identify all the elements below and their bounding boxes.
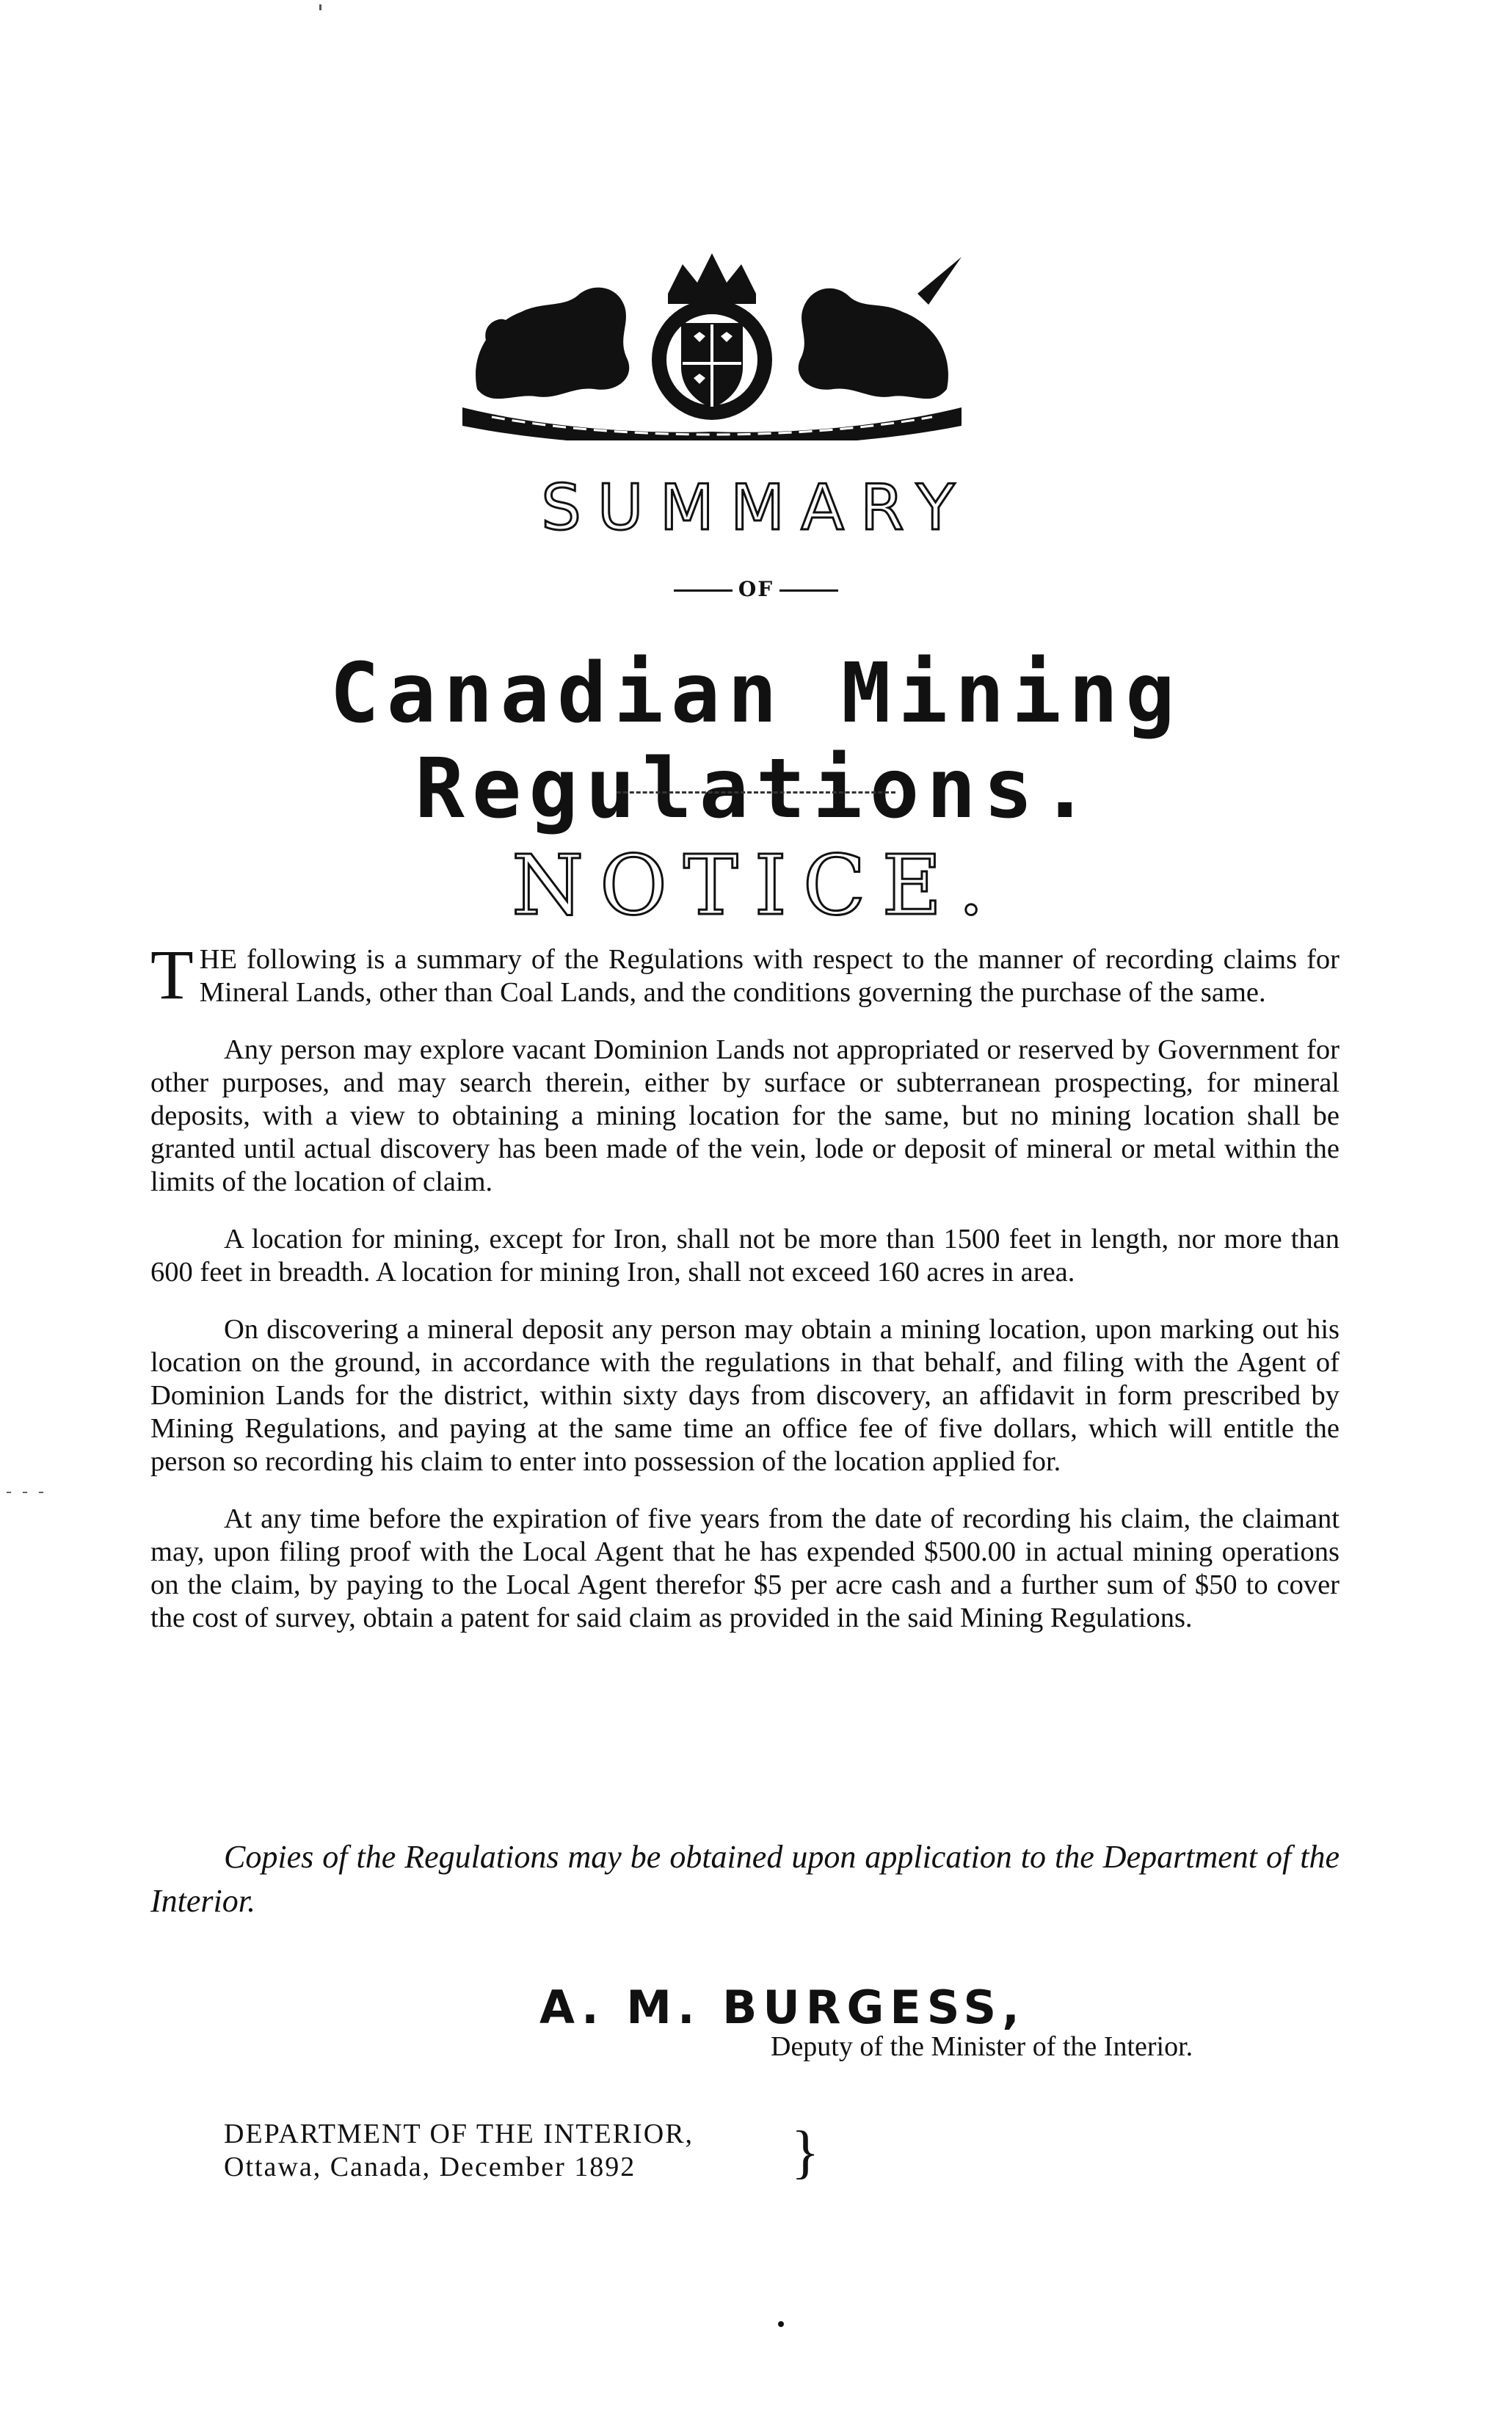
summary-heading: SUMMARY xyxy=(541,471,971,545)
of-dash-left xyxy=(674,589,733,592)
signer-name: A. M. BURGESS, xyxy=(539,1981,1025,2034)
document-title: Canadian Mining Regulations. xyxy=(330,646,1182,837)
paragraph-intro xyxy=(150,935,1340,1014)
department-address xyxy=(224,2118,694,2184)
address-brace: } xyxy=(791,2120,820,2185)
of-dash-right xyxy=(779,589,838,592)
title-divider xyxy=(617,791,895,794)
stray-dot xyxy=(778,2321,784,2327)
paragraph-exploration: Any person may explore vacant Dominion Lands not appropriated or reserved by Government for other purposes, and may search therein, either by surface or subterranean prospecting, for mineral deposits, with a view to obtaining a mining location for the same, but no mining location shall be granted until actual discovery has been made of the vein, lode or deposit of mineral or metal within the limits of the location of claim. xyxy=(150,1034,1340,1197)
notice-heading: NOTICE. xyxy=(512,838,1000,934)
paragraph-recording: On discovering a mineral deposit any person may obtain a mining location, upon marking out his location on the ground, in accordance with the regulations in that behalf, and filing with the Agent of Dominion Lands for the district, within sixty days from discovery, an affidavit in form prescribed by Mining Regulations, and paying at the same time an office fee of five dollars, which will entitle the person so recording his claim to enter into possession of the location applied for. xyxy=(150,1314,1340,1477)
date-line: Ottawa, Canada, December 1892 xyxy=(224,2152,636,2182)
margin-mark: - - - xyxy=(6,1482,47,1501)
paragraph-intro-text: HE following is a summary of the Regulations with respect to the manner of recording claims for Mineral Lands, other than Coal Lands, and the conditions governing the purchase of the same. xyxy=(199,944,1340,1008)
of-line xyxy=(0,577,1512,601)
department-line: DEPARTMENT OF THE INTERIOR, xyxy=(224,2119,694,2149)
drop-cap: T xyxy=(150,935,194,1014)
regulations-body xyxy=(150,935,1340,1659)
paragraph-location-size: A location for mining, except for Iron, shall not be more than 1500 feet in length, nor more than 600 feet in breadth. A location for mining Iron, shall not exceed 160 acres in area. xyxy=(150,1224,1340,1288)
royal-coat-of-arms-icon xyxy=(448,242,976,440)
copies-note: Copies of the Regulations may be obtained upon application to the Department of the Interior. xyxy=(150,1839,1340,1919)
stray-mark xyxy=(319,4,321,10)
signer-title: Deputy of the Minister of the Interior. xyxy=(771,2031,1193,2062)
paragraph-patent: At any time before the expiration of five years from the date of recording his claim, the claimant may, upon filing proof with the Local Agent that he has expended $500.00 in actual mining operations on the claim, by paying to the Local Agent therefor $5 per acre cash and a further sum of $50 to cover the cost of survey, obtain a patent for said claim as provided in the said Mining Regulations. xyxy=(150,1503,1340,1633)
of-label: OF xyxy=(738,577,774,601)
